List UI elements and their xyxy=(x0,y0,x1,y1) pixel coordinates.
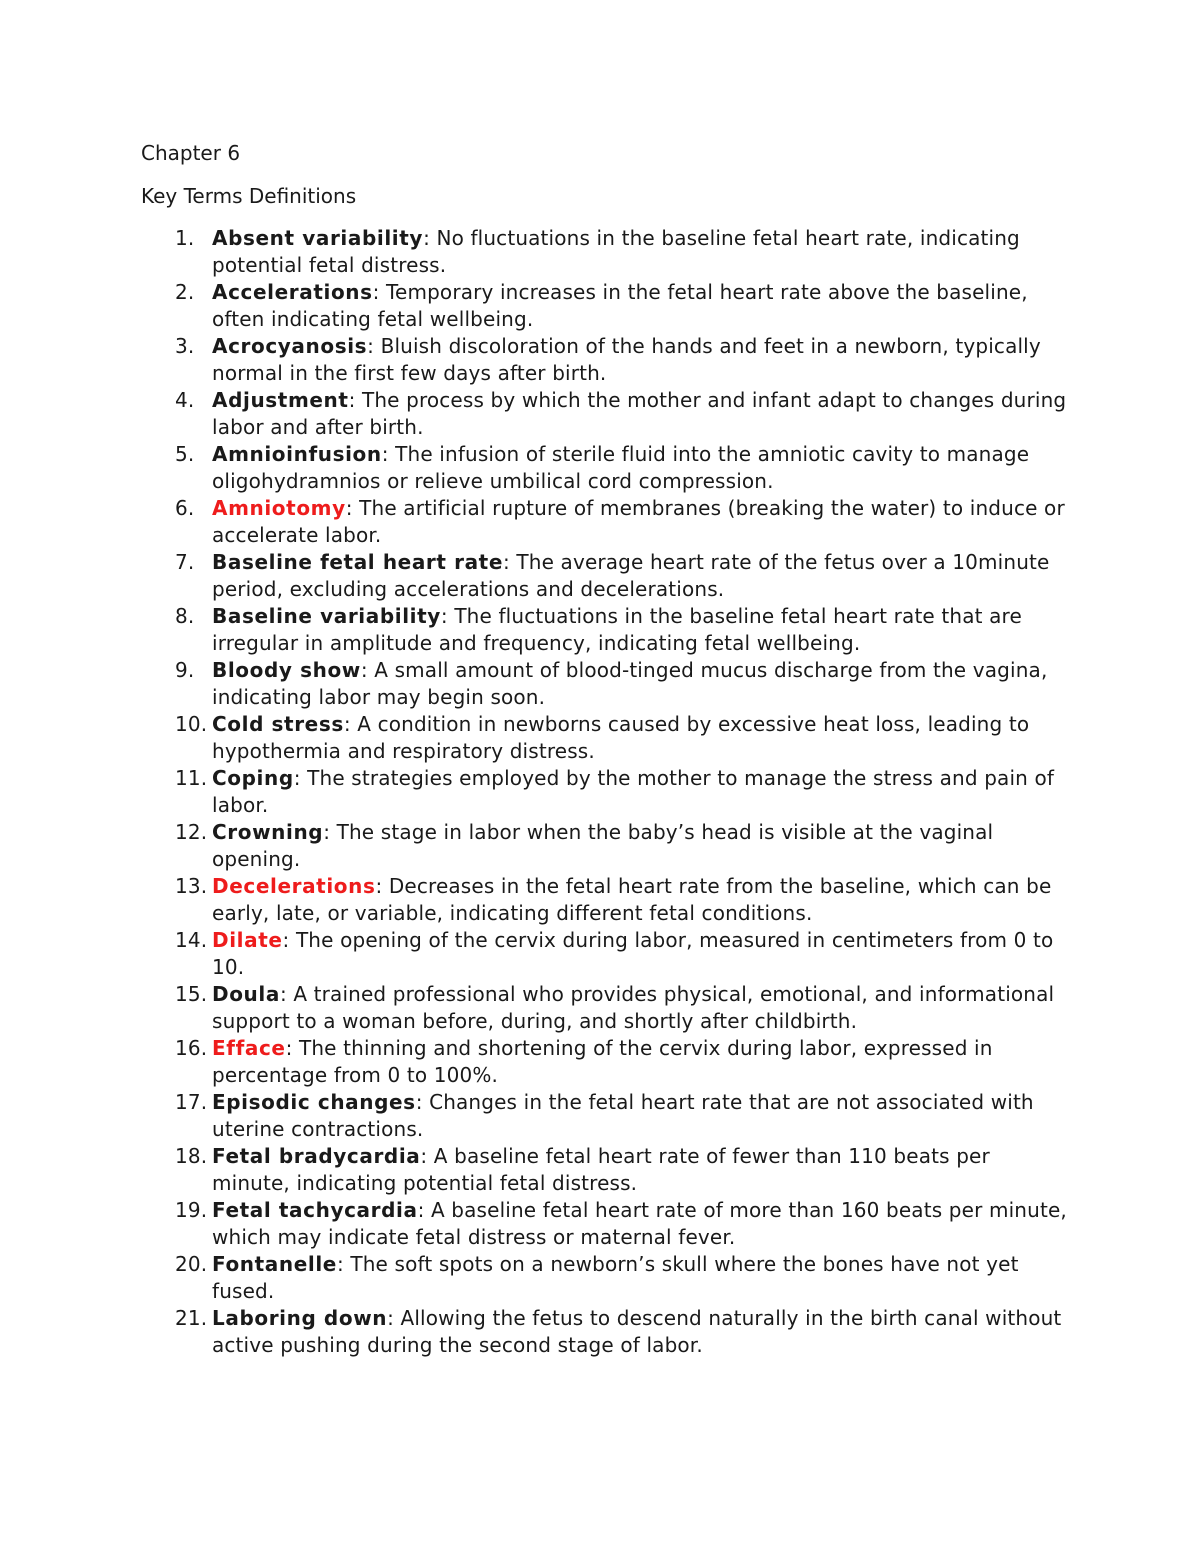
term-definition: : The average heart rate of the fetus over a 10minute period, excluding accelerations and decelerations. xyxy=(212,550,1050,601)
list-item-number: 15. xyxy=(175,982,208,1006)
list-item xyxy=(141,1035,1071,1089)
term-name: Accelerations xyxy=(212,280,373,304)
list-item xyxy=(141,603,1071,657)
term-name: Amnioinfusion xyxy=(212,442,382,466)
term-name: Amniotomy xyxy=(212,496,346,520)
term-definition: : A condition in newborns caused by excessive heat loss, leading to hypothermia and respiratory distress. xyxy=(212,712,1030,763)
list-item xyxy=(141,549,1071,603)
term-name: Fetal tachycardia xyxy=(212,1198,418,1222)
term-definition: : The strategies employed by the mother to manage the stress and pain of labor. xyxy=(212,766,1055,817)
chapter-title: Chapter 6 xyxy=(141,141,241,165)
list-item-number: 8. xyxy=(175,604,195,628)
term-name: Efface xyxy=(212,1036,286,1060)
list-item xyxy=(141,1305,1071,1359)
term-definition: : A baseline fetal heart rate of more than 160 beats per minute, which may indicate fetal distress or maternal fever. xyxy=(212,1198,1067,1249)
term-name: Decelerations xyxy=(212,874,376,898)
list-item xyxy=(141,441,1071,495)
list-item xyxy=(141,279,1071,333)
term-name: Bloody show xyxy=(212,658,361,682)
term-definition: : No fluctuations in the baseline fetal heart rate, indicating potential fetal distress. xyxy=(212,226,1020,277)
term-name: Crowning xyxy=(212,820,324,844)
list-item-number: 9. xyxy=(175,658,195,682)
list-item-number: 11. xyxy=(175,766,208,790)
list-item-number: 12. xyxy=(175,820,208,844)
list-item-number: 2. xyxy=(175,280,195,304)
section-subtitle: Key Terms Definitions xyxy=(141,184,357,208)
list-item-number: 7. xyxy=(175,550,195,574)
term-name: Baseline fetal heart rate xyxy=(212,550,503,574)
list-item xyxy=(141,387,1071,441)
list-item-number: 1. xyxy=(175,226,195,250)
list-item-number: 18. xyxy=(175,1144,208,1168)
list-item xyxy=(141,927,1071,981)
list-item-number: 5. xyxy=(175,442,195,466)
list-item xyxy=(141,1143,1071,1197)
list-item xyxy=(141,495,1071,549)
term-definition: : A trained professional who provides physical, emotional, and informational support to a woman before, during, and shortly after childbirth. xyxy=(212,982,1055,1033)
list-item-number: 21. xyxy=(175,1306,208,1330)
term-definition: : The thinning and shortening of the cervix during labor, expressed in percentage from 0 to 100%. xyxy=(212,1036,993,1087)
term-definition: : The infusion of sterile fluid into the amniotic cavity to manage oligohydramnios or relieve umbilical cord compression. xyxy=(212,442,1030,493)
term-name: Acrocyanosis xyxy=(212,334,368,358)
list-item xyxy=(141,711,1071,765)
term-name: Absent variability xyxy=(212,226,424,250)
term-definition: : The soft spots on a newborn’s skull where the bones have not yet fused. xyxy=(212,1252,1019,1303)
list-item-number: 20. xyxy=(175,1252,208,1276)
term-definition: : The opening of the cervix during labor, measured in centimeters from 0 to 10. xyxy=(212,928,1054,979)
term-name: Fetal bradycardia xyxy=(212,1144,421,1168)
list-item xyxy=(141,225,1071,279)
list-item xyxy=(141,1197,1071,1251)
term-definition: : Bluish discoloration of the hands and feet in a newborn, typically normal in the first few days after birth. xyxy=(212,334,1041,385)
list-item-number: 13. xyxy=(175,874,208,898)
list-item xyxy=(141,981,1071,1035)
list-item xyxy=(141,819,1071,873)
term-name: Doula xyxy=(212,982,280,1006)
term-name: Episodic changes xyxy=(212,1090,416,1114)
term-name: Laboring down xyxy=(212,1306,388,1330)
list-item xyxy=(141,1089,1071,1143)
list-item xyxy=(141,765,1071,819)
list-item xyxy=(141,657,1071,711)
term-definition: : The stage in labor when the baby’s head is visible at the vaginal opening. xyxy=(212,820,994,871)
term-definition: : A small amount of blood-tinged mucus discharge from the vagina, indicating labor may begin soon. xyxy=(212,658,1048,709)
key-terms-list xyxy=(141,225,1071,1359)
term-definition: : A baseline fetal heart rate of fewer than 110 beats per minute, indicating potential fetal distress. xyxy=(212,1144,990,1195)
list-item-number: 19. xyxy=(175,1198,208,1222)
term-name: Fontanelle xyxy=(212,1252,337,1276)
list-item-number: 17. xyxy=(175,1090,208,1114)
term-name: Adjustment xyxy=(212,388,349,412)
term-definition: : The process by which the mother and infant adapt to changes during labor and after birth. xyxy=(212,388,1067,439)
term-name: Coping xyxy=(212,766,294,790)
list-item-number: 3. xyxy=(175,334,195,358)
list-item-number: 10. xyxy=(175,712,208,736)
list-item-number: 4. xyxy=(175,388,195,412)
term-definition: : The artificial rupture of membranes (breaking the water) to induce or accelerate labor. xyxy=(212,496,1065,547)
term-name: Baseline variability xyxy=(212,604,441,628)
list-item-number: 14. xyxy=(175,928,208,952)
term-definition: : Decreases in the fetal heart rate from the baseline, which can be early, late, or variable, indicating different fetal conditions. xyxy=(212,874,1052,925)
list-item xyxy=(141,1251,1071,1305)
term-definition: : Allowing the fetus to descend naturally in the birth canal without active pushing during the second stage of labor. xyxy=(212,1306,1062,1357)
document-page xyxy=(141,139,1071,1359)
term-definition: : The fluctuations in the baseline fetal heart rate that are irregular in amplitude and frequency, indicating fetal wellbeing. xyxy=(212,604,1022,655)
term-definition: : Changes in the fetal heart rate that are not associated with uterine contractions. xyxy=(212,1090,1034,1141)
list-item-number: 16. xyxy=(175,1036,208,1060)
list-item xyxy=(141,333,1071,387)
term-name: Dilate xyxy=(212,928,283,952)
term-definition: : Temporary increases in the fetal heart rate above the baseline, often indicating fetal wellbeing. xyxy=(212,280,1028,331)
term-name: Cold stress xyxy=(212,712,344,736)
list-item xyxy=(141,873,1071,927)
list-item-number: 6. xyxy=(175,496,195,520)
